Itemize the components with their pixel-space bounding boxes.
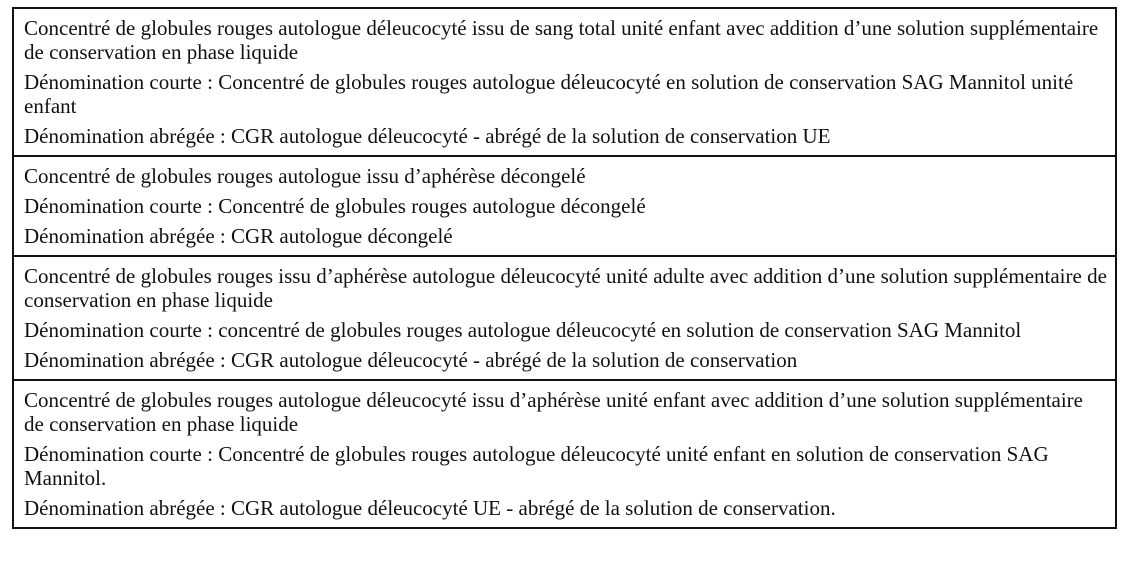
table-row <box>14 9 1115 155</box>
short-denomination: Dénomination courte : Concentré de globules rouges autologue déleucocyté en solution de conservation SAG Mannitol unité enfant <box>24 70 1074 118</box>
abbreviated-denomination: Dénomination abrégée : CGR autologue déleucocyté - abrégé de la solution de conservation <box>24 348 798 372</box>
table-row <box>14 255 1115 379</box>
short-denomination: Dénomination courte : Concentré de globules rouges autologue décongelé <box>24 194 646 218</box>
full-denomination: Concentré de globules rouges issu d’aphérèse autologue déleucocyté unité adulte avec addition d’une solution supplémentaire de conservation en phase liquide <box>24 264 1107 312</box>
abbreviated-denomination: Dénomination abrégée : CGR autologue déleucocyté - abrégé de la solution de conservation UE <box>24 124 831 148</box>
abbreviated-denomination: Dénomination abrégée : CGR autologue déleucocyté UE - abrégé de la solution de conservation. <box>24 496 836 520</box>
short-denomination: Dénomination courte : Concentré de globules rouges autologue déleucocyté unité enfant en solution de conservation SAG Mannitol. <box>24 442 1049 490</box>
product-denomination-table <box>12 7 1117 529</box>
full-denomination: Concentré de globules rouges autologue déleucocyté issu d’aphérèse unité enfant avec addition d’une solution supplémentaire de conservation en phase liquide <box>24 388 1083 436</box>
table-row <box>14 155 1115 255</box>
abbreviated-denomination: Dénomination abrégée : CGR autologue décongelé <box>24 224 453 248</box>
full-denomination: Concentré de globules rouges autologue issu d’aphérèse décongelé <box>24 164 586 188</box>
short-denomination: Dénomination courte : concentré de globules rouges autologue déleucocyté en solution de conservation SAG Mannitol <box>24 318 1022 342</box>
full-denomination: Concentré de globules rouges autologue déleucocyté issu de sang total unité enfant avec addition d’une solution supplémentaire de conservation en phase liquide <box>24 16 1099 64</box>
table-row <box>14 379 1115 527</box>
